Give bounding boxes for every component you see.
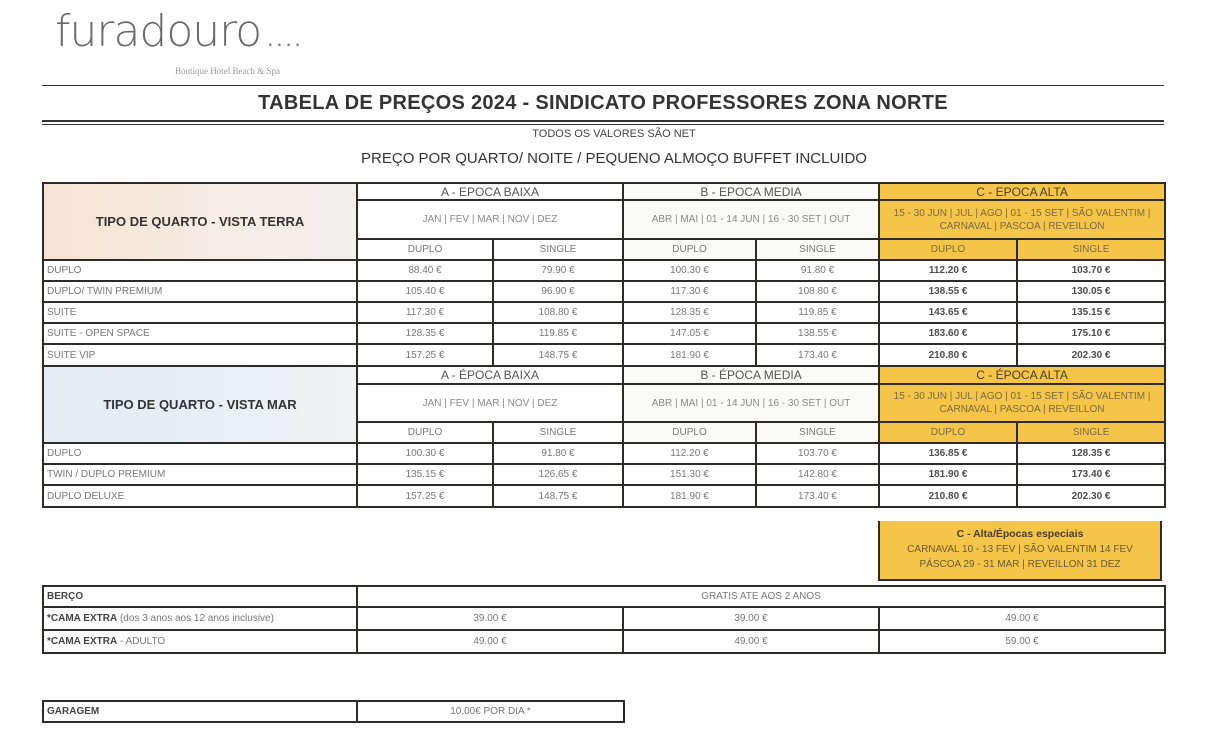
col-b-single: SINGLE — [756, 422, 879, 443]
price-cell: 119.85 € — [756, 302, 879, 323]
price-cell: 138.55 € — [756, 323, 879, 344]
season-b-label: B - ÉPOCA MEDIA — [623, 366, 879, 384]
price-cell: 173.40 € — [756, 344, 879, 366]
price-cell: 202.30 € — [1017, 485, 1165, 507]
net-note: TODOS OS VALORES SÃO NET — [532, 128, 696, 140]
price-cell: 157.25 € — [357, 485, 493, 507]
season-c-label: C - EPOCA ALTA — [879, 183, 1165, 200]
extra-label — [43, 630, 357, 653]
price-cell: 135.15 € — [1017, 302, 1165, 323]
table-row — [43, 260, 1165, 281]
table-row — [43, 607, 1165, 630]
season-a-months: JAN | FEV | MAR | NOV | DEZ — [357, 200, 623, 239]
price-cell: 175.10 € — [1017, 323, 1165, 344]
col-c-single: SINGLE — [1017, 422, 1165, 443]
price-cell: 173.40 € — [756, 485, 879, 507]
room-name: DUPLO — [43, 443, 357, 464]
season-a-months: JAN | FEV | MAR | NOV | DEZ — [357, 384, 623, 422]
price-cell: 117.30 € — [623, 281, 756, 302]
garage-table — [42, 700, 625, 723]
room-name: DUPLO — [43, 260, 357, 281]
col-b-duplo: DUPLO — [623, 239, 756, 260]
extra-label — [43, 586, 357, 607]
price-cell: 128.35 € — [623, 302, 756, 323]
price-cell: 96.90 € — [493, 281, 623, 302]
table-row — [43, 344, 1165, 366]
special-seasons-title: C - Alta/Épocas especiais — [956, 528, 1084, 540]
price-cell: 117.30 € — [357, 302, 493, 323]
price-cell: 108.80 € — [756, 281, 879, 302]
price-cell: 135.15 € — [357, 464, 493, 485]
price-cell: 103.70 € — [1017, 260, 1165, 281]
special-seasons-line-1: CARNAVAL 10 - 13 FEV | SÃO VALENTIM 14 FEV — [907, 544, 1133, 555]
price-cell: 79.90 € — [493, 260, 623, 281]
extra-label-bold: *CAMA EXTRA — [47, 636, 118, 647]
extra-label-detail: - ADULTO — [117, 636, 166, 647]
price-note: PREÇO POR QUARTO/ NOITE / PEQUENO ALMOÇO BUFFET INCLUIDO — [361, 150, 867, 167]
price-cell: 138.55 € — [879, 281, 1017, 302]
price-cell: 130.05 € — [1017, 281, 1165, 302]
price-cell: 59.00 € — [879, 630, 1165, 653]
table-row — [43, 443, 1165, 464]
garage-label — [43, 701, 357, 722]
price-cell: 100.30 € — [357, 443, 493, 464]
price-cell: 183.60 € — [879, 323, 1017, 344]
extra-label — [43, 607, 357, 630]
season-c-months: 15 - 30 JUN | JUL | AGO | 01 - 15 SET | SÃO VALENTIM | CARNAVAL | PASCOA | REVEILLON — [879, 200, 1165, 239]
room-name: SUITE — [43, 302, 357, 323]
col-a-single: SINGLE — [493, 422, 623, 443]
table-row — [43, 281, 1165, 302]
price-cell: 151.30 € — [623, 464, 756, 485]
garage-label-text: GARAGEM — [47, 706, 100, 717]
price-cell: 108.80 € — [493, 302, 623, 323]
price-cell: 91.80 € — [493, 443, 623, 464]
price-cell: 91.80 € — [756, 260, 879, 281]
price-cell: 181.90 € — [879, 464, 1017, 485]
table-row — [43, 586, 1165, 607]
page-title: TABELA DE PREÇOS 2024 - SINDICATO PROFESSORES ZONA NORTE — [258, 92, 948, 114]
price-cell: 210.80 € — [879, 344, 1017, 366]
vista-terra-table — [42, 182, 1166, 508]
logo-tagline: Boutique Hotel Beach & Spa — [175, 66, 280, 76]
price-cell: 88.40 € — [357, 260, 493, 281]
price-cell: 142.80 € — [756, 464, 879, 485]
table-row — [43, 464, 1165, 485]
logo-wordmark: furadouro — [55, 6, 262, 57]
price-cell: 148.75 € — [493, 344, 623, 366]
price-cell: 49.00 € — [879, 607, 1165, 630]
room-name: DUPLO DELUXE — [43, 485, 357, 507]
season-c-label: C - ÉPOCA ALTA — [879, 366, 1165, 384]
col-c-duplo: DUPLO — [879, 422, 1017, 443]
extras-table — [42, 585, 1166, 654]
price-cell: 136.85 € — [879, 443, 1017, 464]
price-cell: 147.05 € — [623, 323, 756, 344]
price-cell: 39.00 € — [357, 607, 623, 630]
season-b-months: ABR | MAI | 01 - 14 JUN | 16 - 30 SET | OUT — [623, 384, 879, 422]
col-a-duplo: DUPLO — [357, 239, 493, 260]
col-a-duplo: DUPLO — [357, 422, 493, 443]
season-c-months: 15 - 30 JUN | JUL | AGO | 01 - 15 SET | SÃO VALENTIM | CARNAVAL | PASCOA | REVEILLON — [879, 384, 1165, 422]
extra-label-bold: *CAMA EXTRA — [47, 613, 118, 624]
col-c-single: SINGLE — [1017, 239, 1165, 260]
table-row — [43, 302, 1165, 323]
room-name: DUPLO/ TWIN PREMIUM — [43, 281, 357, 302]
table-row — [43, 701, 624, 722]
special-seasons-box — [878, 521, 1162, 581]
extra-label-detail: (dos 3 anos aos 12 anos inclusive) — [117, 613, 274, 624]
season-a-label: A - EPOCA BAIXA — [357, 183, 623, 200]
special-seasons-line-2: PÁSCOA 29 - 31 MAR | REVEILLON 31 DEZ — [919, 559, 1121, 570]
price-cell: 181.90 € — [623, 344, 756, 366]
price-cell: 49.00 € — [623, 630, 879, 653]
price-cell: 128.35 € — [357, 323, 493, 344]
hotel-logo — [55, 6, 304, 76]
table-row — [43, 323, 1165, 344]
divider-top — [42, 85, 1164, 86]
price-cell: 126.65 € — [493, 464, 623, 485]
price-cell: 128.35 € — [1017, 443, 1165, 464]
table-row — [43, 630, 1165, 653]
room-name: TWIN / DUPLO PREMIUM — [43, 464, 357, 485]
price-cell: 105.40 € — [357, 281, 493, 302]
price-cell: 100.30 € — [623, 260, 756, 281]
price-cell: 39.00 € — [623, 607, 879, 630]
season-b-months: ABR | MAI | 01 - 14 JUN | 16 - 30 SET | OUT — [623, 200, 879, 239]
extra-value: GRATIS ATE AOS 2 ANOS — [357, 586, 1165, 607]
room-name: SUITE VIP — [43, 344, 357, 366]
room-name: SUITE - OPEN SPACE — [43, 323, 357, 344]
price-cell: 49.00 € — [357, 630, 623, 653]
price-cell: 143.65 € — [879, 302, 1017, 323]
price-cell: 210.80 € — [879, 485, 1017, 507]
season-b-label: B - EPOCA MEDIA — [623, 183, 879, 200]
logo-dots: .... — [267, 26, 304, 51]
price-cell: 173.40 € — [1017, 464, 1165, 485]
col-c-duplo: DUPLO — [879, 239, 1017, 260]
price-cell: 157.25 € — [357, 344, 493, 366]
garage-value: 10,00€ POR DIA * — [357, 701, 624, 722]
price-cell: 103.70 € — [756, 443, 879, 464]
col-b-duplo: DUPLO — [623, 422, 756, 443]
table-row — [43, 485, 1165, 507]
col-b-single: SINGLE — [756, 239, 879, 260]
season-a-label: A - ÉPOCA BAIXA — [357, 366, 623, 384]
divider-title-2 — [42, 124, 1164, 125]
price-cell: 112.20 € — [879, 260, 1017, 281]
price-cell: 112.20 € — [623, 443, 756, 464]
price-cell: 148.75 € — [493, 485, 623, 507]
price-cell: 202.30 € — [1017, 344, 1165, 366]
divider-title-1 — [42, 120, 1164, 122]
extra-label-bold: BERÇO — [47, 591, 84, 602]
vista-mar-heading: TIPO DE QUARTO - VISTA MAR — [43, 366, 357, 443]
col-a-single: SINGLE — [493, 239, 623, 260]
vista-terra-heading: TIPO DE QUARTO - VISTA TERRA — [43, 183, 357, 260]
price-cell: 119.85 € — [493, 323, 623, 344]
price-cell: 181.90 € — [623, 485, 756, 507]
